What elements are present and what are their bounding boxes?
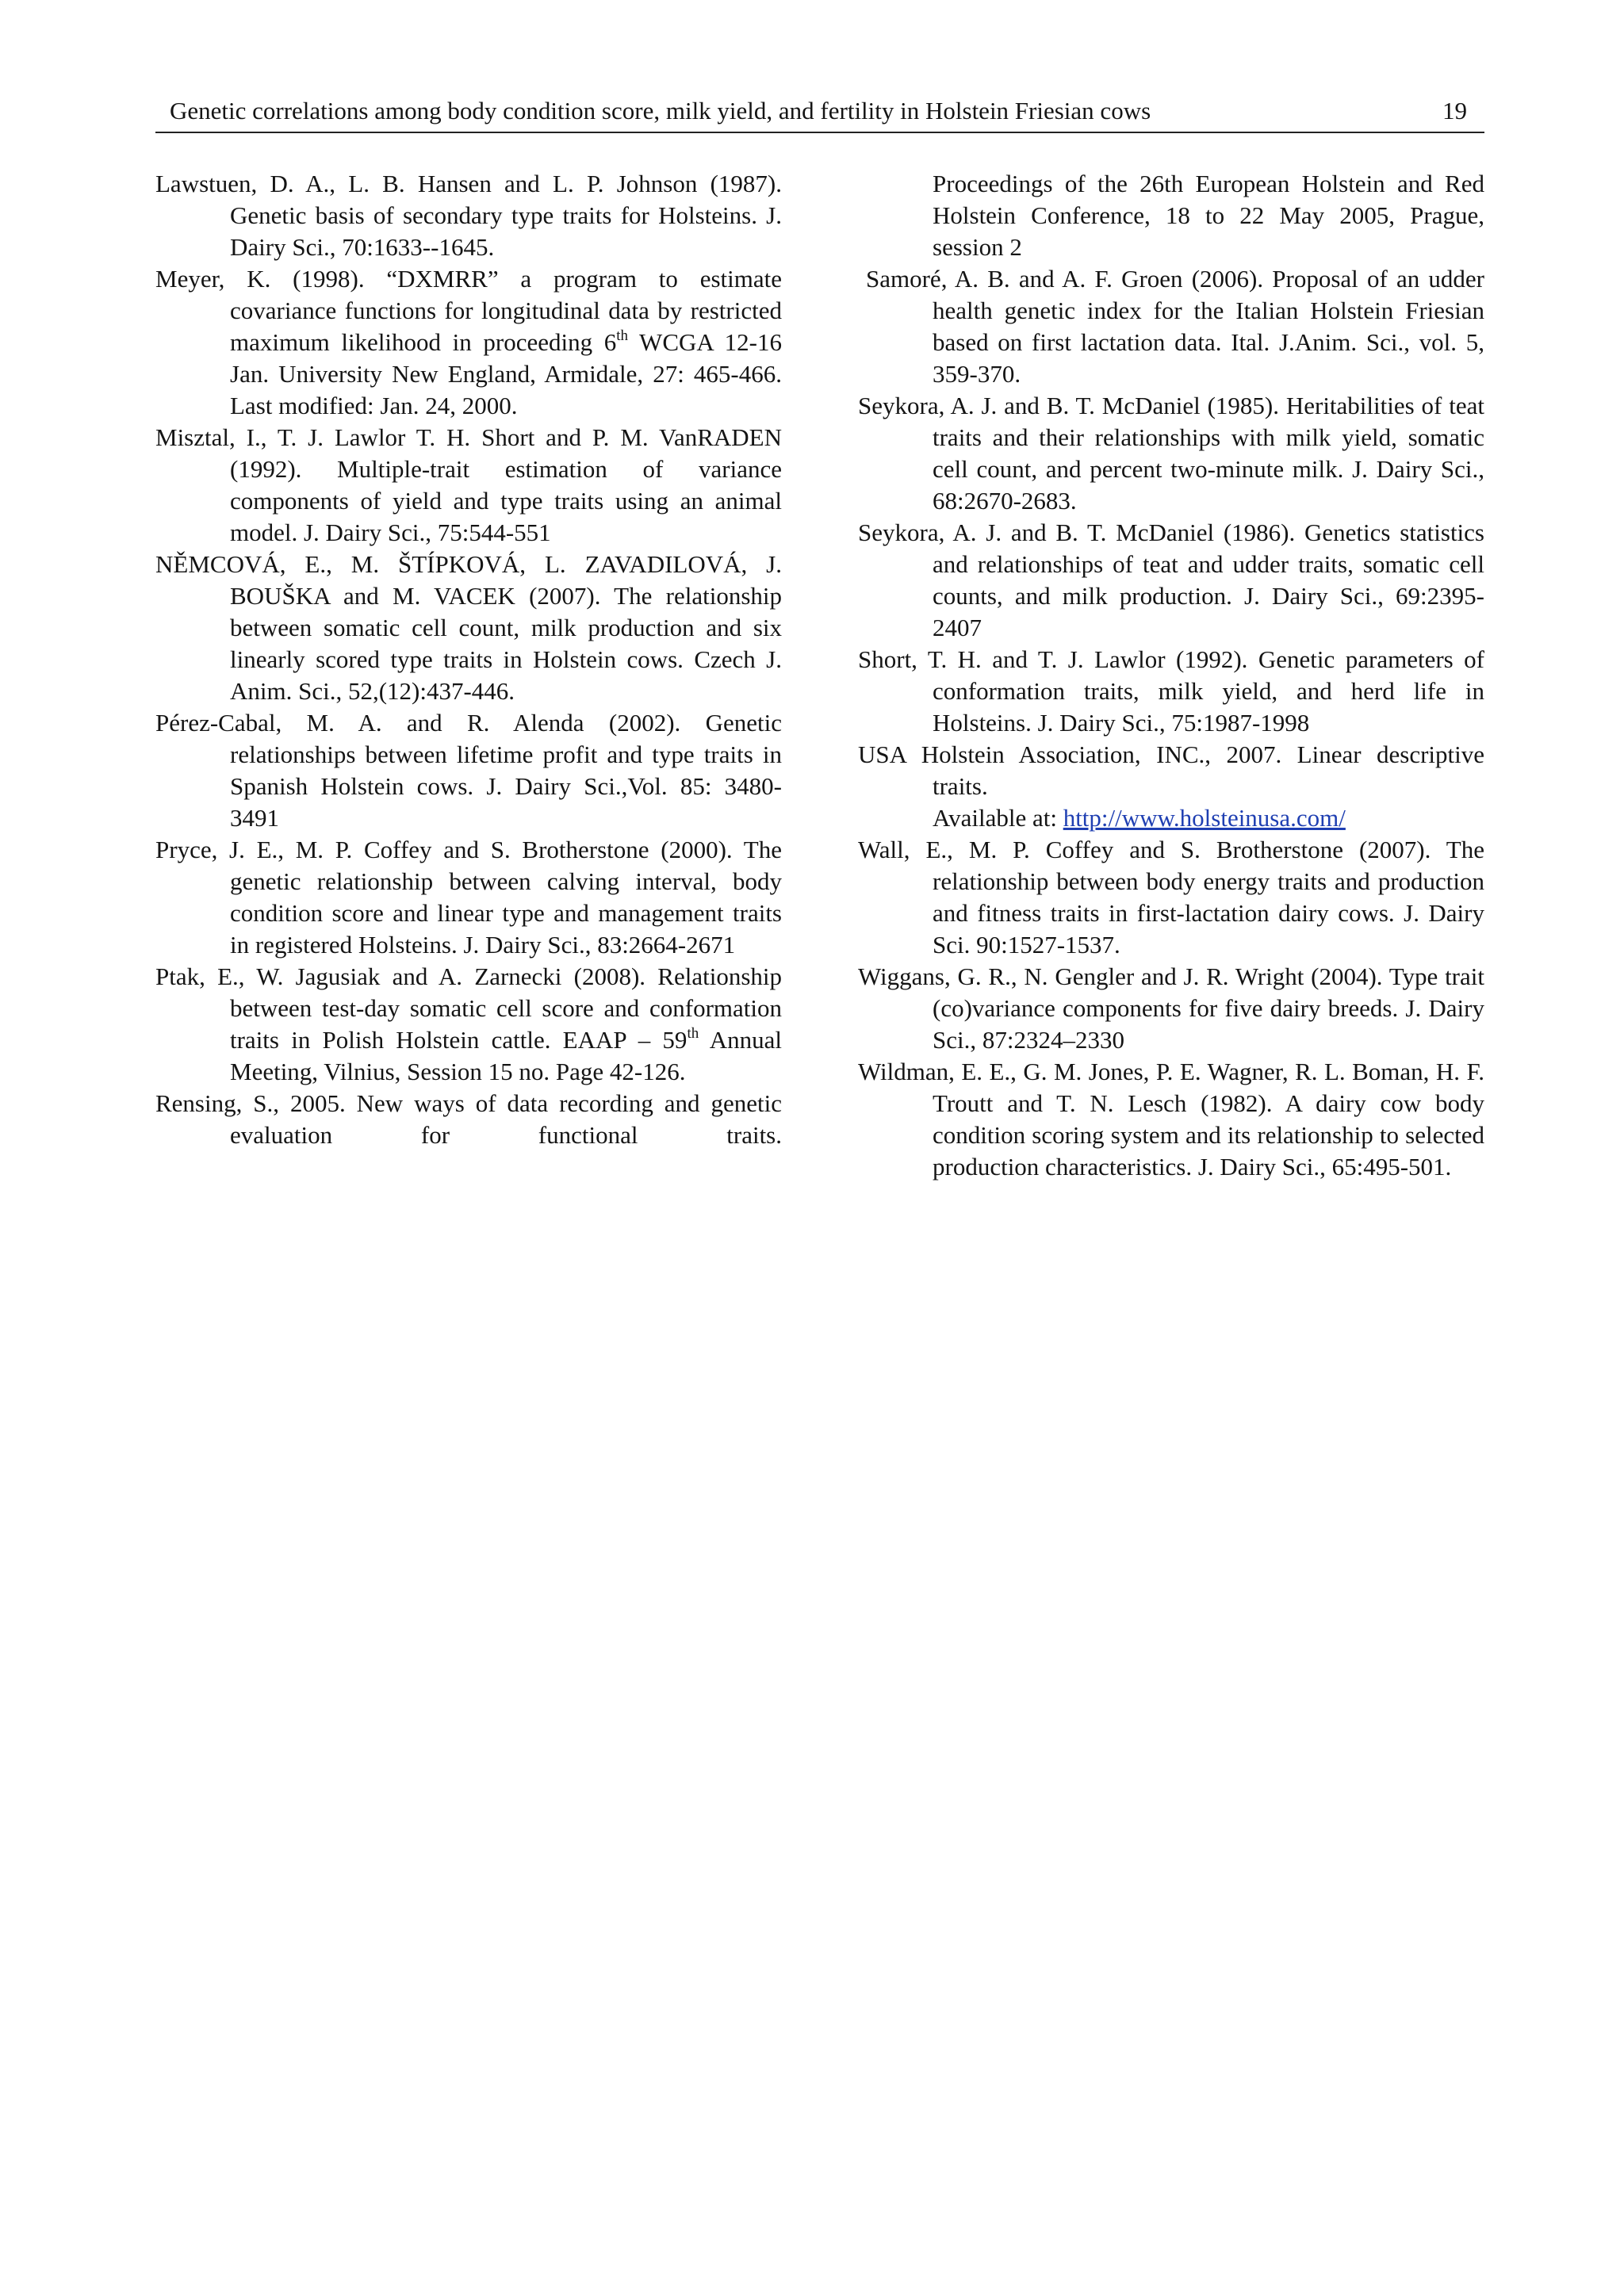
reference-nemcova: NĚMCOVÁ, E., M. ŠTÍPKOVÁ, L. ZAVADILOVÁ, J. BOUŠKA and M. VACEK (2007). The relationship between somatic cell count, milk production and six linearly scored type traits in Holstein cows. Czech J. Anim. Sci., 52,(12):437-446. [155, 550, 782, 705]
reference-rensing-continued: Proceedings of the 26th European Holstein and Red Holstein Conference, 18 to 22 May 2005, Prague, session 2 [933, 170, 1484, 261]
reference-short: Short, T. H. and T. J. Lawlor (1992). Genetic parameters of conformation traits, milk yield, and herd life in Holsteins. J. Dairy Sci., 75:1987-1998 [858, 645, 1484, 737]
page-number: 19 [1442, 97, 1467, 124]
reference-text: Annual Meeting, Vilnius, Session 15 no. Page 42-126. [230, 1026, 782, 1085]
running-title: Genetic correlations among body condition score, milk yield, and fertility in Holstein Friesian cows [170, 97, 1151, 124]
reference-text: Ptak, E., W. Jagusiak and A. Zarnecki (2008). Relationship between test-day somatic cell score and conformation traits in Polish Holstein cattle. EAAP – 59 [155, 962, 782, 1054]
reference-usa-holstein: USA Holstein Association, INC., 2007. Linear descriptive traits. [858, 740, 1484, 800]
superscript: th [687, 1025, 699, 1042]
superscript: th [616, 327, 628, 344]
reference-text: WCGA 12-16 Jan. University New England, Armidale, 27: 465-466. Last modified: Jan. 24, 2000. [230, 328, 782, 419]
reference-meyer [155, 263, 782, 422]
reference-samore: Samoré, A. B. and A. F. Groen (2006). Proposal of an udder health genetic index for the Italian Holstein Friesian based on first lactation data. Ital. J.Anim. Sci., vol. 5, 359-370. [866, 265, 1484, 388]
reference-perez-cabal: Pérez-Cabal, M. A. and R. Alenda (2002). Genetic relationships between lifetime profit and type traits in Spanish Holstein cows. J. Dairy Sci.,Vol. 85: 3480-3491 [155, 709, 782, 832]
running-header [155, 94, 1484, 133]
references-left-column [155, 168, 782, 1151]
availability-label: Available at: [933, 804, 1063, 832]
reference-ptak [155, 961, 782, 1088]
holstein-usa-link[interactable]: http://www.holsteinusa.com/ [1063, 804, 1346, 832]
reference-wiggans: Wiggans, G. R., N. Gengler and J. R. Wright (2004). Type trait (co)variance components for five dairy breeds. J. Dairy Sci., 87:2324–2330 [858, 962, 1484, 1054]
references-right-column [858, 168, 1484, 1183]
reference-misztal: Misztal, I., T. J. Lawlor T. H. Short and P. M. VanRADEN (1992). Multiple-trait estimation of variance components of yield and type traits using an animal model. J. Dairy Sci., 75:544-551 [155, 423, 782, 546]
reference-seykora-1986: Seykora, A. J. and B. T. McDaniel (1986). Genetics statistics and relationships of teat and udder traits, somatic cell counts, and milk production. J. Dairy Sci., 69:2395-2407 [858, 519, 1484, 641]
reference-pryce: Pryce, J. E., M. P. Coffey and S. Brotherstone (2000). The genetic relationship between calving interval, body condition score and linear type and management traits in registered Holsteins. J. Dairy Sci., 83:2664-2671 [155, 836, 782, 959]
reference-usa-holstein-availability [858, 802, 1484, 834]
reference-wall: Wall, E., M. P. Coffey and S. Brotherstone (2007). The relationship between body energy traits and production and fitness traits in first-lactation dairy cows. J. Dairy Sci. 90:1527-1537. [858, 836, 1484, 959]
reference-seykora-1985: Seykora, A. J. and B. T. McDaniel (1985). Heritabilities of teat traits and their relationships with milk yield, somatic cell count, and percent two-minute milk. J. Dairy Sci., 68:2670-2683. [858, 392, 1484, 515]
reference-lawstuen: Lawstuen, D. A., L. B. Hansen and L. P. Johnson (1987). Genetic basis of secondary type traits for Holsteins. J. Dairy Sci., 70:1633--1645. [155, 170, 782, 261]
reference-rensing: Rensing, S., 2005. New ways of data recording and genetic evaluation for functional traits. [155, 1089, 782, 1149]
reference-text: Meyer, K. (1998). “DXMRR” a program to estimate covariance functions for longitudinal data by restricted maximum likelihood in proceeding 6 [155, 265, 782, 356]
reference-wildman: Wildman, E. E., G. M. Jones, P. E. Wagner, R. L. Boman, H. F. Troutt and T. N. Lesch (1982). A dairy cow body condition scoring system and its relationship to selected production characteristics. J. Dairy Sci., 65:495-501. [858, 1058, 1484, 1181]
